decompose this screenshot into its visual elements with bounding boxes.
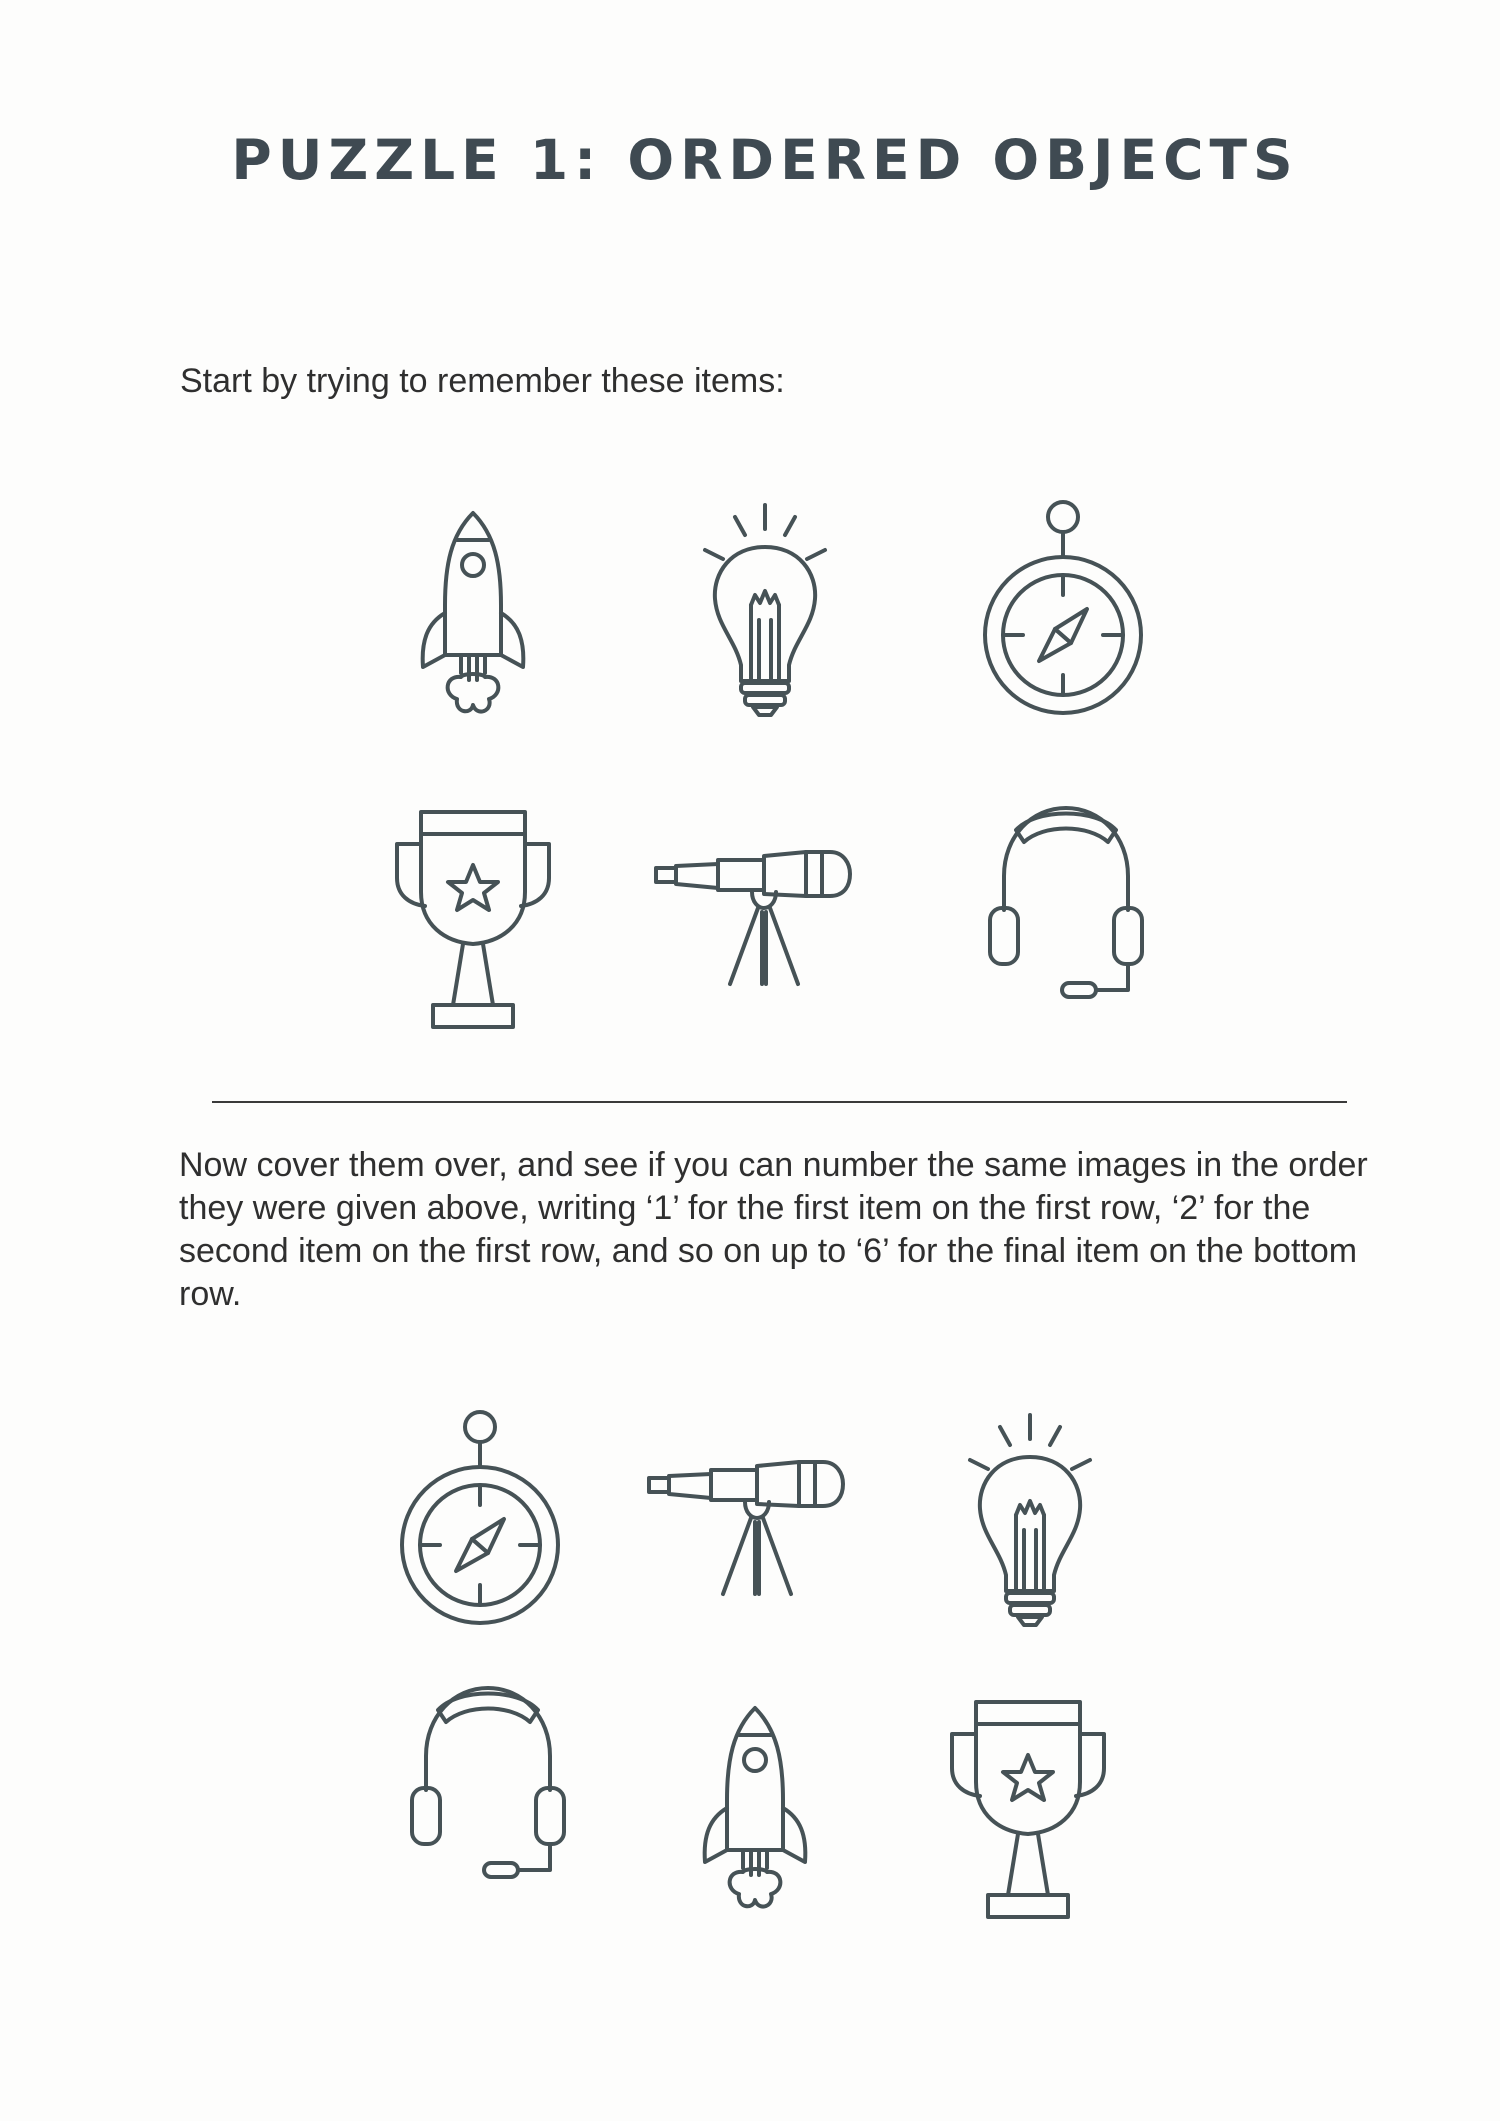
lightbulb-icon (665, 495, 865, 725)
page-title: PUZZLE 1: ORDERED OBJECTS (231, 128, 1299, 192)
headset-icon (966, 780, 1166, 1010)
headset-icon (388, 1660, 588, 1890)
lightbulb-icon (930, 1405, 1130, 1635)
instructions-text: Now cover them over, and see if you can number the same images in the order they were given above, writing ‘1’ for the first item on the first row, ‘2’ for the second item on the first row, and so on up to ‘6’ for the final item on the bottom row. (179, 1146, 1368, 1313)
trophy-icon (373, 800, 573, 1030)
telescope-icon (647, 1382, 847, 1612)
trophy-icon (928, 1690, 1128, 1920)
telescope-icon (654, 772, 854, 1002)
divider (212, 1101, 1347, 1103)
rocket-icon (373, 495, 573, 725)
compass-icon (380, 1405, 580, 1635)
compass-icon (963, 495, 1163, 725)
rocket-icon (655, 1690, 855, 1920)
intro-text: Start by trying to remember these items: (180, 362, 785, 400)
